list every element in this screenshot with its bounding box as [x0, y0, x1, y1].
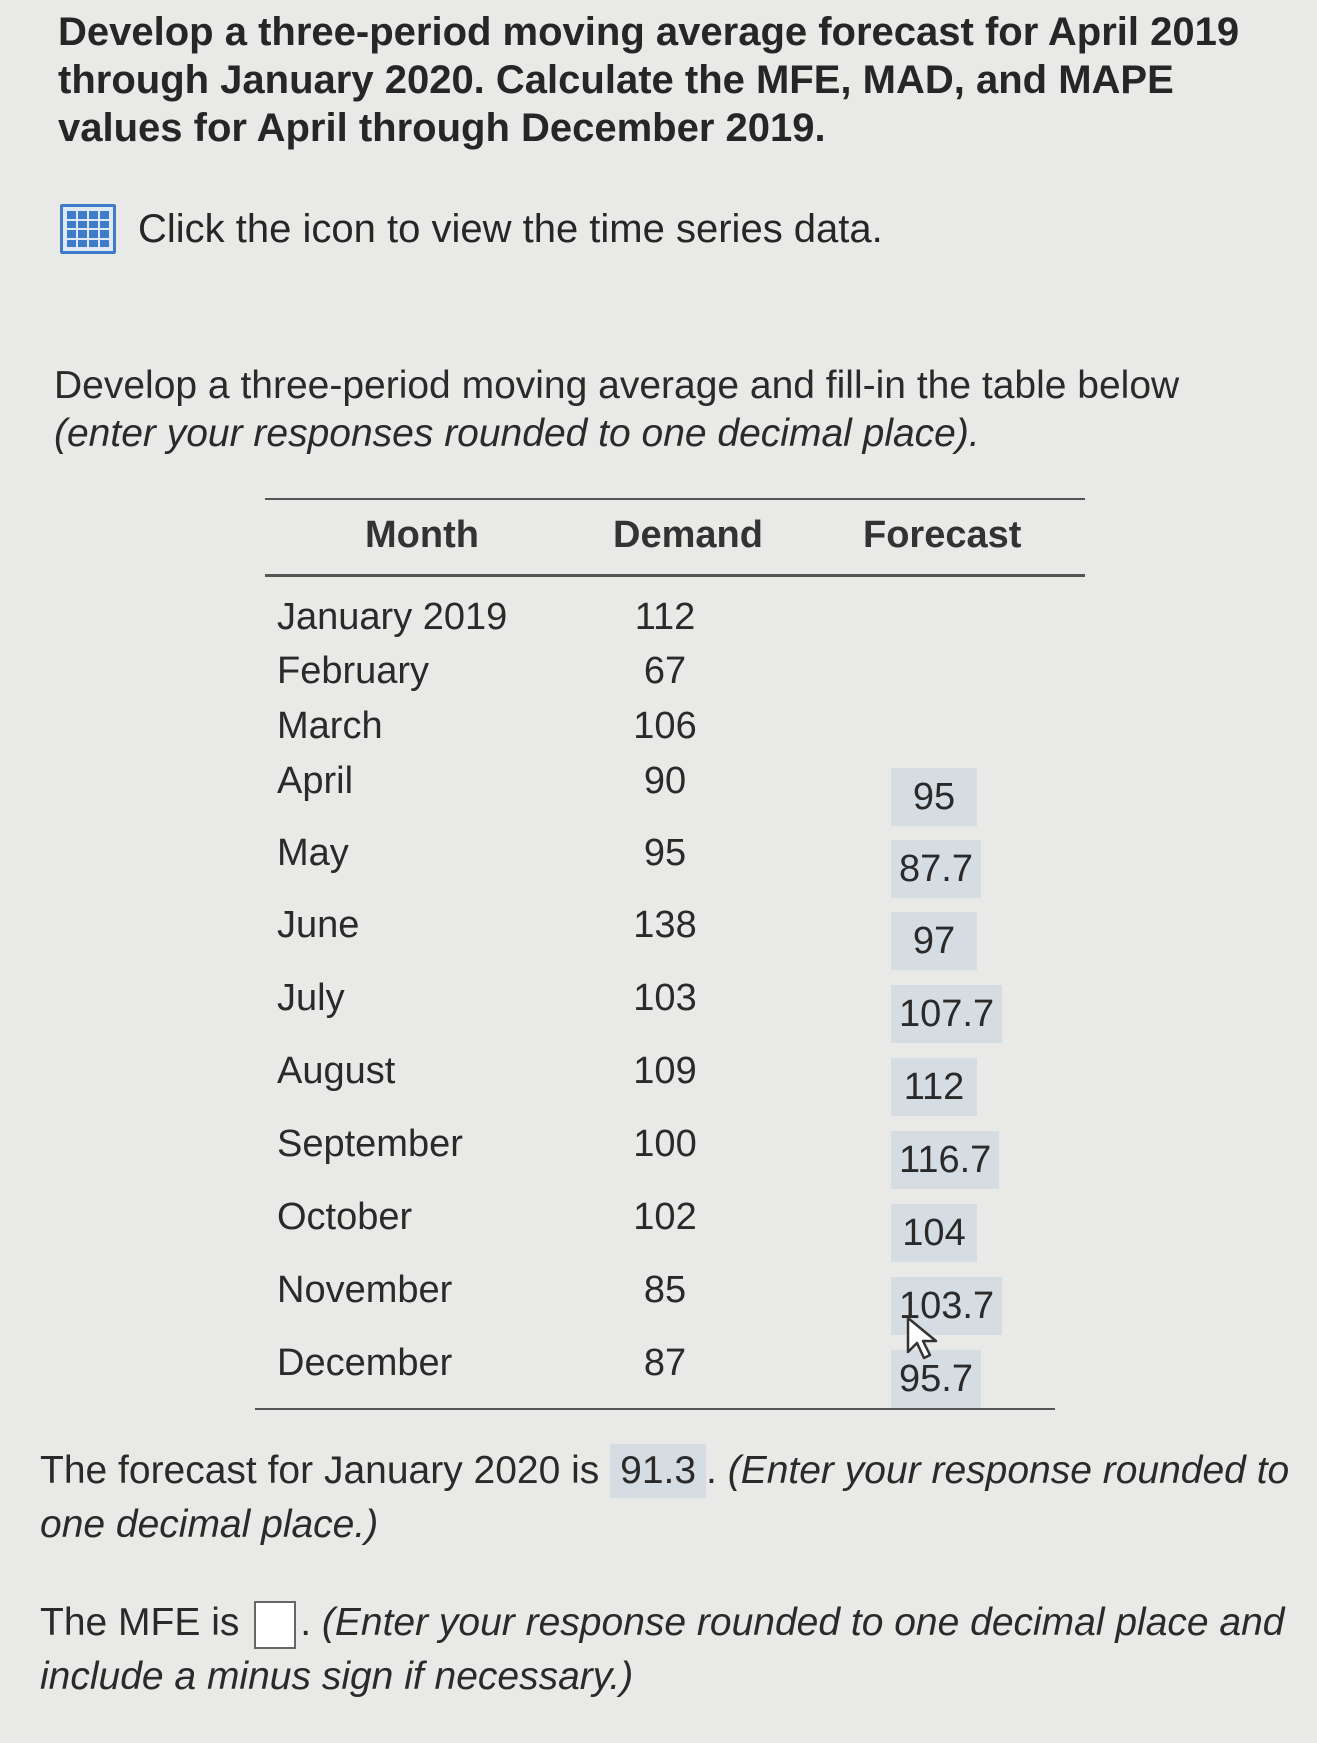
question-text: Develop a three-period moving average forecast for April 2019 through January 2020. Calculate the MFE, MAD, and MAPE values for April through December 2019. [58, 10, 1240, 150]
table-row [265, 1186, 1085, 1254]
table-row [265, 586, 1085, 646]
demand-cell: 138 [633, 904, 697, 946]
forecast-input[interactable]: 112 [891, 1058, 977, 1116]
table-row [265, 750, 1085, 818]
mouse-pointer-icon [906, 1316, 942, 1360]
forecast-input[interactable]: 95.7 [891, 1350, 981, 1408]
table-row [265, 894, 1085, 962]
mfe-hint: (Enter your response rounded to one decimal place and include a minus sign if necessary.) [40, 1601, 1285, 1698]
table-row [265, 822, 1085, 890]
demand-cell: 100 [633, 1123, 697, 1165]
month-cell: February [277, 650, 430, 692]
mfe-prefix: The MFE is [40, 1601, 240, 1644]
data-link-text: Click the icon to view the time series data. [138, 206, 883, 251]
table-row [265, 1332, 1085, 1400]
demand-cell: 112 [634, 596, 696, 638]
header-demand: Demand [613, 514, 763, 556]
month-cell: January 2019 [277, 596, 508, 638]
january-forecast-prefix: The forecast for January 2020 is [40, 1449, 600, 1492]
table-row [265, 1113, 1085, 1181]
month-cell: December [277, 1342, 453, 1384]
month-cell: October [277, 1196, 413, 1238]
forecast-input[interactable]: 87.7 [891, 840, 981, 898]
instruction-italic: (enter your responses rounded to one decimal place). [54, 412, 980, 455]
forecast-input[interactable]: 107.7 [891, 985, 1002, 1043]
month-cell: September [277, 1123, 463, 1165]
mfe-input[interactable] [254, 1601, 296, 1649]
table-row [265, 695, 1085, 755]
table-header-rule [265, 574, 1085, 577]
january-forecast-line: The forecast for January 2020 is 91.3 . (Enter your response rounded to one decimal place.) [40, 1444, 1290, 1552]
demand-cell: 87 [643, 1342, 687, 1384]
header-forecast: Forecast [863, 514, 1022, 556]
demand-cell: 85 [643, 1269, 687, 1311]
forecast-input[interactable]: 116.7 [891, 1131, 999, 1189]
demand-cell: 109 [633, 1050, 697, 1092]
table-row [265, 967, 1085, 1035]
mfe-line: The MFE is . (Enter your response rounded to one decimal place and include a minus sign if necessary.) [40, 1601, 1285, 1698]
demand-cell: 67 [643, 650, 687, 692]
demand-cell: 90 [643, 760, 687, 802]
month-cell: May [277, 832, 349, 874]
table-top-rule [265, 498, 1085, 500]
demand-cell: 103 [633, 977, 697, 1019]
month-cell: April [277, 760, 354, 802]
month-cell: August [277, 1050, 396, 1092]
forecast-input[interactable]: 103.7 [891, 1277, 1002, 1335]
demand-cell: 106 [633, 705, 697, 747]
forecast-input[interactable]: 95 [891, 768, 977, 826]
table-grid-icon[interactable] [60, 204, 116, 254]
month-cell: March [277, 705, 383, 747]
january-forecast-input[interactable]: 91.3 [610, 1444, 706, 1498]
month-cell: June [277, 904, 360, 946]
demand-cell: 102 [633, 1196, 697, 1238]
instruction-main: Develop a three-period moving average and fill-in the table below [54, 364, 1180, 407]
table-row [265, 640, 1085, 700]
table-row [265, 1040, 1085, 1108]
header-month: Month [365, 514, 479, 556]
forecast-input[interactable]: 104 [891, 1204, 977, 1262]
month-cell: November [277, 1269, 453, 1311]
january-forecast-hint: (Enter your response rounded to one decimal place.) [40, 1449, 1290, 1546]
month-cell: July [277, 977, 345, 1019]
demand-cell: 95 [643, 832, 687, 874]
instruction-text [54, 362, 1254, 458]
forecast-input[interactable]: 97 [891, 912, 977, 970]
data-link-row [60, 204, 883, 254]
table-bottom-rule [255, 1408, 1055, 1410]
table-row [265, 1259, 1085, 1327]
